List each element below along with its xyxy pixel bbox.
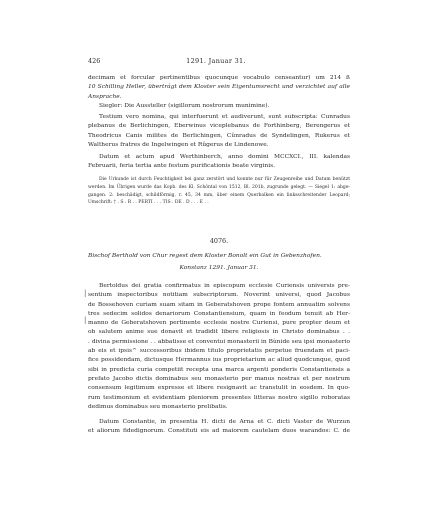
- document-number: 4076.: [209, 237, 229, 245]
- seal-line: Siegler: Die Aussteller (sigillorum nostrorum munimine).: [99, 102, 270, 109]
- running-title: 1291. Januar 31.: [186, 57, 246, 65]
- intro-line: decimam et forcular pertinentibus quocunque vocabulo censeantur) um 214 ß: [88, 75, 350, 81]
- main-line: dedimus dominabus seu monasterio prelibatis.: [88, 403, 228, 410]
- main-text: [88, 282, 350, 412]
- main-line: . divina permissione . . abbatisse et conventui monasterii in Bùnide seu ipsi monasterio: [88, 338, 350, 345]
- document-number-block: [88, 237, 350, 246]
- main-line: tres sedecim solidos denariorum Constantiensium, quam in feodum tenuit ab Her-: [88, 310, 350, 317]
- main-line: Bertoldus dei gratia confirmatus in episcopum ecclesie Curiensis universis pre-: [99, 283, 350, 289]
- place-date-block: [88, 264, 350, 273]
- intro-paragraph: [88, 74, 350, 111]
- main-line: ob salutem anime sue donavit et tradidit libere religiosis in Christo dominabus . .: [88, 329, 350, 336]
- page-header: [88, 57, 344, 67]
- margin-bracket: |: [84, 316, 87, 324]
- datum-line: Datum et actum apud Werthinberch, anno domini MCCXCI., III. kalendas: [99, 154, 350, 160]
- regest-text: Bischof Berthold von Chur regest dem Kloster Bonolt ein Gut in Gebenzhofen.: [88, 253, 322, 259]
- main-line: sibi in predicta curia competiit recepta una marca argenti ponderis Constantiensis a: [88, 366, 350, 373]
- intro-line: 10 Schilling Heller, übertrágt dem Kloster sein Eigentumsrecht und verzichtet auf alle: [88, 84, 350, 91]
- place-date: Konstanz 1291. Januar 31.: [179, 265, 259, 271]
- closing-line: et aliorum fidedignorum. Constituti eis ad maiorem cautelam duos warandos: C. de: [88, 428, 350, 435]
- datum-line: Februarii, feria tertia ante festum purificationis beate virginis.: [88, 163, 275, 170]
- witness-line: plebanus de Berlichingen, Eberwinus viceplebanus de Forthinberg, Berengerus et: [88, 123, 350, 130]
- main-line: prefato Jacobo dictis dominabus seu monasterio per manus nostras et per nostrum: [88, 375, 350, 382]
- page-number: 426: [88, 57, 101, 65]
- closing-line: Datum Constantie, in presentia H. dicti de Arna et C. dicti Vaster de Wurzun: [99, 419, 350, 425]
- witness-paragraph: [88, 113, 350, 150]
- main-line: rum testimonium et evidentiam pleniorem presentes litteras nostro sigillo roboratas: [88, 394, 350, 401]
- note-line: gangen. 2: beschädigt, schildförmig, r. 45, 34 mm, über einem Querbalken ein linksschreitender Leopard;: [88, 192, 350, 198]
- witness-line: Waltherus fratres de Ingelwingen et Rûgerus de Lindenowe.: [88, 141, 269, 148]
- regest-block: [88, 252, 350, 261]
- witness-line: Theodricus Canis milites de Berlichingen, Cûnradus de Syndelingen, Rukerus et: [88, 132, 350, 139]
- main-line: consensum legitimum expresse et libere resignavit ac transtulit in eosdem. In quo-: [88, 385, 350, 392]
- main-line: ab eis et ipsis^ successoribus ibidem titulo proprietatis perpetue fruendam et paci-: [88, 348, 350, 355]
- main-line: fice possidendam, dictusque Hermannus ius proprietarium ac aliud quodcunque, quod: [88, 357, 350, 364]
- note-line: werden. Im Übrigen wurde das Kopb. des Kl. Schöntal von 1512, Bl. 201b, zugrunde gelegt. — Siegel 1: abge-: [88, 184, 350, 190]
- note-line: Die Urkunde ist durch Feuchtigkeit bei ganz zerstört und konnte nur für Zeugenreihe und Datum benützt: [99, 177, 350, 182]
- witness-line: Testium vero nomina, qui interfuerunt et audiverunt, sunt subscripta: Cunradus: [99, 114, 350, 120]
- main-line: sentium inspectoribus notitiam subscriptorum. Noverint universi, quod Jacobus: [88, 292, 350, 299]
- margin-bracket: |: [84, 289, 87, 297]
- main-line: de Bossehoven curiam suam sitam in Geberatshoven prope fontem annuatim solvens: [88, 301, 350, 308]
- datum-paragraph: [88, 153, 350, 172]
- editorial-note: [88, 176, 350, 207]
- main-line: manno de Geberatshoven pertinente ecclesie nostre Curiensi, pure propter deum et: [88, 320, 350, 327]
- closing-paragraph: [88, 418, 350, 437]
- note-line: Umschrift: † . S . R . . PERTI . . . TIS . DE . D . . . E . .: [88, 200, 209, 206]
- intro-line: Ansprache.: [88, 93, 122, 100]
